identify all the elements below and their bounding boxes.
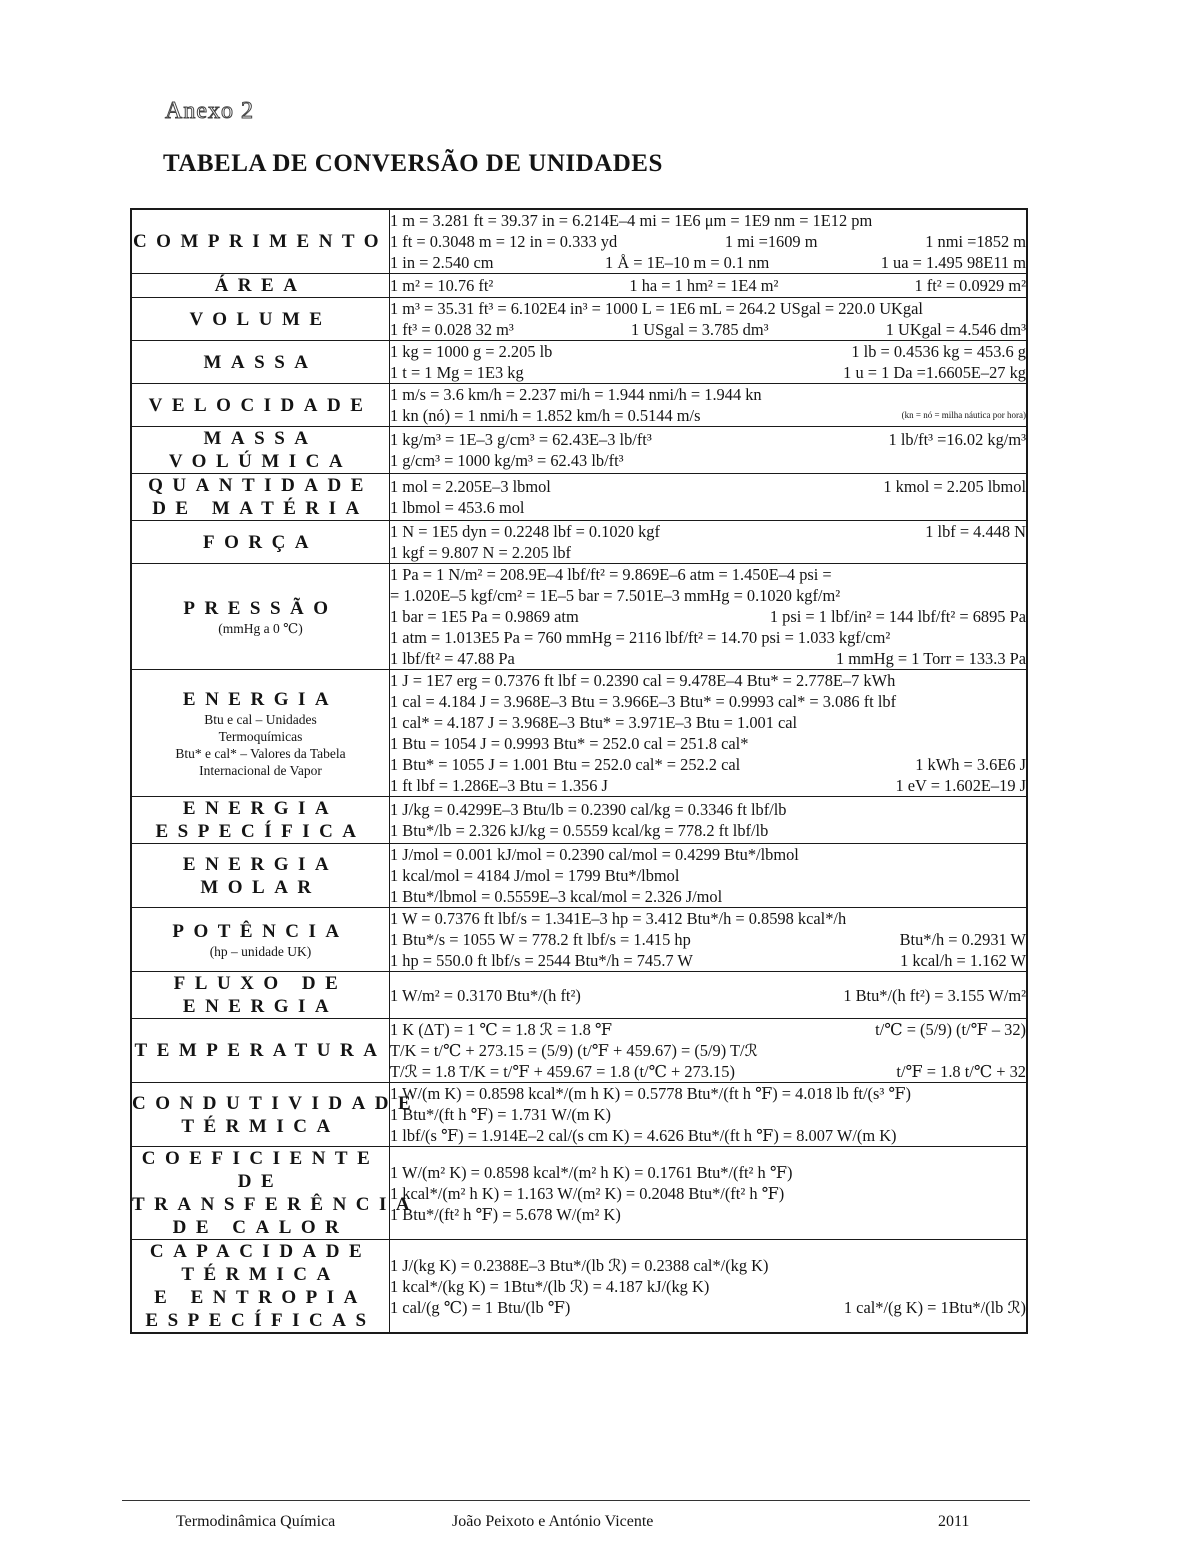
table-row xyxy=(131,797,1027,844)
quantity-label xyxy=(131,844,390,908)
conversion-text: 1 kcal*/(m² h K) = 1.163 W/(m² K) = 0.2048 Btu*/(ft² h ℉) xyxy=(390,1183,785,1203)
table-row xyxy=(131,1240,1027,1334)
conversion-text: 1 lbmol = 453.6 mol xyxy=(390,498,525,517)
quantity-label-line: DE CALOR xyxy=(172,1217,349,1238)
conversion-line xyxy=(390,1040,1026,1061)
conversion-line xyxy=(390,542,1026,563)
conversion-line xyxy=(390,341,1026,362)
quantity-label-line: E ENTROPIA xyxy=(154,1287,367,1308)
conversion-text: 1 K (ΔT) = 1 ℃ = 1.8 ℛ = 1.8 ℉ xyxy=(390,1020,613,1039)
conversion-line xyxy=(390,775,1026,796)
quantity-label xyxy=(131,797,390,844)
conversion-text: 1 cal/(g ℃) = 1 Btu/(lb ℉) xyxy=(390,1297,571,1317)
quantity-label-line: POTÊNCIA xyxy=(172,920,349,942)
conversion-text: 1 UKgal = 4.546 dm³ xyxy=(885,320,1026,339)
conversion-cell xyxy=(390,564,1028,670)
conversion-text: 1 ft² = 0.0929 m² xyxy=(914,276,1026,295)
quantity-label-line: PRESSÃO xyxy=(183,597,338,619)
footer-authors: João Peixoto e António Vicente xyxy=(452,1513,654,1530)
conversion-text: 1 kgf = 9.807 N = 2.205 lbf xyxy=(390,543,572,562)
conversion-text: 1 mol = 2.205E–3 lbmol xyxy=(390,477,551,496)
table-row xyxy=(131,521,1027,564)
quantity-note: Internacional de Vapor xyxy=(199,762,322,778)
conversion-text: (kn = nó = milha náutica por hora) xyxy=(901,410,1026,420)
conversion-text: 1 kcal/mol = 4184 J/mol = 1799 Btu*/lbmol xyxy=(390,866,680,885)
conversion-line xyxy=(390,1183,1026,1204)
conversion-text: 1 Å = 1E–10 m = 0.1 nm xyxy=(605,253,770,272)
quantity-label-line: MASSA xyxy=(203,351,318,373)
quantity-label xyxy=(131,209,390,274)
table-row xyxy=(131,384,1027,427)
conversion-text: 1 bar = 1E5 Pa = 0.9869 atm xyxy=(390,607,579,626)
conversion-line xyxy=(390,820,1026,841)
conversion-line xyxy=(390,754,1026,775)
conversion-cell xyxy=(390,972,1028,1019)
conversion-cell xyxy=(390,521,1028,564)
conversion-line xyxy=(390,429,1026,450)
quantity-label-line: DE MATÉRIA xyxy=(152,498,369,519)
conversion-line xyxy=(390,733,1026,754)
conversion-line xyxy=(390,210,1026,231)
conversion-line xyxy=(390,1255,1026,1276)
conversion-line xyxy=(390,950,1026,971)
quantity-label-line: FORÇA xyxy=(202,531,319,553)
conversion-line xyxy=(390,886,1026,907)
conversion-text: 1 kn (nó) = 1 nmi/h = 1.852 km/h = 0.5144 m/s xyxy=(390,406,701,425)
quantity-label-line: TÉRMICA xyxy=(181,1115,340,1137)
quantity-label xyxy=(131,384,390,427)
conversion-text: 1 USgal = 3.785 dm³ xyxy=(630,320,769,339)
conversion-cell xyxy=(390,908,1028,972)
quantity-label-line: MASSA VOLÚMICA xyxy=(168,428,353,472)
conversion-line xyxy=(390,275,1026,296)
conversion-line xyxy=(390,497,1026,518)
quantity-label-line: COMPRIMENTO xyxy=(132,231,389,252)
table-row xyxy=(131,274,1027,298)
conversion-line xyxy=(390,252,1026,273)
footer-divider xyxy=(122,1500,1030,1501)
conversion-text: 1 ft lbf = 1.286E–3 Btu = 1.356 J xyxy=(390,776,608,795)
table-row xyxy=(131,298,1027,341)
conversion-line xyxy=(390,521,1026,542)
quantity-label-line: QUANTIDADE xyxy=(148,475,373,496)
conversion-text: 1 t = 1 Mg = 1E3 kg xyxy=(390,363,524,382)
table-row xyxy=(131,209,1027,274)
conversion-line xyxy=(390,799,1026,820)
conversion-text: 1 Btu*/(ft h ℉) = 1.731 W/(m K) xyxy=(390,1105,611,1124)
conversion-text: 1 mi =1609 m xyxy=(724,232,818,251)
conversion-line xyxy=(390,648,1026,669)
conversion-text: 1 Btu*/s = 1055 W = 778.2 ft lbf/s = 1.415 hp xyxy=(390,930,691,949)
quantity-label xyxy=(131,564,390,670)
quantity-label-line: ENERGIA MOLAR xyxy=(182,853,339,898)
quantity-label xyxy=(131,670,390,797)
conversion-cell xyxy=(390,474,1028,521)
conversion-text: 1 W/(m² K) = 0.8598 kcal*/(m² h K) = 0.1761 Btu*/(ft² h ℉) xyxy=(390,1162,793,1182)
quantity-label xyxy=(131,1240,390,1334)
quantity-label-line: ESPECÍFICAS xyxy=(145,1310,376,1331)
conversion-line xyxy=(390,1204,1026,1225)
conversion-cell xyxy=(390,298,1028,341)
conversion-line xyxy=(390,929,1026,950)
quantity-label xyxy=(131,972,390,1019)
conversion-text: 1 N = 1E5 dyn = 0.2248 lbf = 0.1020 kgf xyxy=(390,522,660,541)
conversion-text: 1 in = 2.540 cm xyxy=(390,253,494,272)
conversion-text: 1 J/mol = 0.001 kJ/mol = 0.2390 cal/mol = 0.4299 Btu*/lbmol xyxy=(390,845,799,864)
table-row xyxy=(131,1083,1027,1147)
quantity-label-line: VOLUME xyxy=(189,308,332,330)
conversion-line xyxy=(390,908,1026,929)
conversion-line xyxy=(390,865,1026,886)
table-row xyxy=(131,972,1027,1019)
conversion-text: 1 cal* = 4.187 J = 3.968E–3 Btu* = 3.971E–3 Btu = 1.001 cal xyxy=(390,713,798,732)
conversion-line xyxy=(390,627,1026,648)
conversion-cell xyxy=(390,797,1028,844)
conversion-line xyxy=(390,362,1026,383)
table-row xyxy=(131,564,1027,670)
conversion-text: 1 J = 1E7 erg = 0.7376 ft lbf = 0.2390 cal = 9.478E–4 Btu* = 2.778E–7 kWh xyxy=(390,671,896,690)
conversion-text: 1 lb/ft³ =16.02 kg/m³ xyxy=(888,430,1026,449)
conversion-text: 1 m = 3.281 ft = 39.37 in = 6.214E–4 mi = 1E6 μm = 1E9 nm = 1E12 pm xyxy=(390,211,873,230)
quantity-label xyxy=(131,521,390,564)
footer-year: 2011 xyxy=(938,1513,970,1530)
conversion-cell xyxy=(390,1083,1028,1147)
conversion-text: 1 mmHg = 1 Torr = 133.3 Pa xyxy=(835,649,1026,668)
conversion-cell xyxy=(390,341,1028,384)
conversion-text: 1 kg/m³ = 1E–3 g/cm³ = 62.43E–3 lb/ft³ xyxy=(390,430,652,449)
conversion-line xyxy=(390,1083,1026,1104)
conversion-text: 1 J/(kg K) = 0.2388E–3 Btu*/(lb ℛ) = 0.2388 cal*/(kg K) xyxy=(390,1255,769,1275)
conversion-text: 1 psi = 1 lbf/in² = 144 lbf/ft² = 6895 Pa xyxy=(769,607,1026,626)
quantity-label xyxy=(131,1019,390,1083)
conversion-text: t/℃ = (5/9) (t/℉ – 32) xyxy=(875,1020,1026,1039)
quantity-label-line: CONDUTIVIDADE xyxy=(132,1092,421,1114)
conversion-line xyxy=(390,1162,1026,1183)
conversion-line xyxy=(390,405,1026,426)
conversion-text: 1 lb = 0.4536 kg = 453.6 g xyxy=(851,342,1026,361)
quantity-label xyxy=(131,908,390,972)
footer-course: Termodinâmica Química xyxy=(176,1513,336,1530)
conversion-text: 1 W/m² = 0.3170 Btu*/(h ft²) xyxy=(390,985,581,1005)
conversion-line xyxy=(390,1125,1026,1146)
conversion-line xyxy=(390,564,1026,585)
conversion-table xyxy=(130,208,1028,1334)
conversion-text: 1 W = 0.7376 ft lbf/s = 1.341E–3 hp = 3.412 Btu*/h = 0.8598 kcal*/h xyxy=(390,909,847,928)
page-title: TABELA DE CONVERSÃO DE UNIDADES xyxy=(163,150,663,177)
conversion-text: 1 hp = 550.0 ft lbf/s = 2544 Btu*/h = 745.7 W xyxy=(390,951,693,970)
conversion-line xyxy=(390,1019,1026,1040)
conversion-text: 1 cal = 4.184 J = 3.968E–3 Btu = 3.966E–3 Btu* = 0.9993 cal* = 3.086 ft lbf xyxy=(390,692,897,711)
quantity-note: Termoquímicas xyxy=(218,728,303,744)
quantity-label xyxy=(131,427,390,474)
conversion-cell xyxy=(390,274,1028,298)
conversion-text: 1 lbf/ft² = 47.88 Pa xyxy=(390,649,515,668)
conversion-text: 1 ua = 1.495 98E11 m xyxy=(880,253,1026,272)
conversion-cell xyxy=(390,1240,1028,1334)
conversion-text: 1 W/(m K) = 0.8598 kcal*/(m h K) = 0.5778 Btu*/(ft h ℉) = 4.018 lb ft/(s³ ℉) xyxy=(390,1084,912,1103)
conversion-text: 1 m/s = 3.6 km/h = 2.237 mi/h = 1.944 nmi/h = 1.944 kn xyxy=(390,385,762,404)
conversion-line xyxy=(390,1104,1026,1125)
conversion-line xyxy=(390,476,1026,497)
conversion-text: 1 kcal*/(kg K) = 1Btu*/(lb ℛ) = 4.187 kJ/(kg K) xyxy=(390,1276,710,1296)
conversion-text: 1 kWh = 3.6E6 J xyxy=(915,755,1026,774)
conversion-text: = 1.020E–5 kgf/cm² = 1E–5 bar = 7.501E–3 mmHg = 0.1020 kgf/m² xyxy=(390,586,841,605)
conversion-line xyxy=(390,844,1026,865)
conversion-text: t/℉ = 1.8 t/℃ + 32 xyxy=(896,1062,1026,1081)
conversion-text: 1 kcal/h = 1.162 W xyxy=(900,951,1026,970)
table-row xyxy=(131,1019,1027,1083)
conversion-text: 1 ft³ = 0.028 32 m³ xyxy=(390,320,514,339)
conversion-text: 1 nmi =1852 m xyxy=(925,232,1026,251)
conversion-text: 1 g/cm³ = 1000 kg/m³ = 62.43 lb/ft³ xyxy=(390,451,624,470)
table-row xyxy=(131,427,1027,474)
conversion-text: 1 lbf = 4.448 N xyxy=(925,522,1026,541)
quantity-label-line: FLUXO DE ENERGIA xyxy=(173,973,348,1017)
quantity-label xyxy=(131,274,390,298)
conversion-text: Btu*/h = 0.2931 W xyxy=(899,930,1026,949)
quantity-label-line: COEFICIENTE xyxy=(141,1148,380,1169)
conversion-text: 1 J/kg = 0.4299E–3 Btu/lb = 0.2390 cal/kg = 0.3346 ft lbf/lb xyxy=(390,800,787,819)
conversion-line xyxy=(390,1061,1026,1082)
conversion-text: 1 Btu* = 1055 J = 1.001 Btu = 252.0 cal* = 252.2 cal xyxy=(390,755,741,774)
conversion-text: 1 Btu*/lbmol = 0.5559E–3 kcal/mol = 2.326 J/mol xyxy=(390,887,723,906)
quantity-label xyxy=(131,341,390,384)
quantity-label xyxy=(131,1147,420,1240)
annex-label: Anexo 2 xyxy=(165,98,254,124)
conversion-line xyxy=(390,1276,1026,1297)
conversion-cell xyxy=(390,209,1028,274)
conversion-line xyxy=(390,606,1026,627)
table-row xyxy=(131,341,1027,384)
quantity-label-line: ENERGIA xyxy=(182,688,339,710)
quantity-note: (mmHg a 0 ℃) xyxy=(218,620,303,636)
conversion-line xyxy=(390,691,1026,712)
conversion-text: 1 kmol = 2.205 lbmol xyxy=(883,477,1026,496)
conversion-text: 1 Pa = 1 N/m² = 208.9E–4 lbf/ft² = 9.869E–6 atm = 1.450E–4 psi = xyxy=(390,565,832,584)
quantity-label-line: CAPACIDADE TÉRMICA xyxy=(149,1241,372,1285)
conversion-cell xyxy=(390,844,1028,908)
table-row xyxy=(131,908,1027,972)
conversion-text: 1 kg = 1000 g = 2.205 lb xyxy=(390,342,553,361)
quantity-label xyxy=(131,298,390,341)
conversion-text: 1 ha = 1 hm² = 1E4 m² xyxy=(629,276,779,295)
conversion-line xyxy=(390,985,1026,1006)
conversion-text: T/K = t/℃ + 273.15 = (5/9) (t/℉ + 459.67) = (5/9) T/ℛ xyxy=(390,1041,758,1060)
conversion-text: 1 cal*/(g K) = 1Btu*/(lb ℛ) xyxy=(843,1297,1026,1317)
conversion-line xyxy=(390,231,1026,252)
table-row xyxy=(131,1147,1027,1240)
conversion-text: T/ℛ = 1.8 T/K = t/℉ + 459.67 = 1.8 (t/℃ + 273.15) xyxy=(390,1062,735,1081)
conversion-line xyxy=(390,298,1026,319)
conversion-cell xyxy=(390,427,1028,474)
conversion-text: 1 Btu*/lb = 2.326 kJ/kg = 0.5559 kcal/kg = 778.2 ft lbf/lb xyxy=(390,821,769,840)
conversion-line xyxy=(390,585,1026,606)
quantity-note: Btu e cal – Unidades xyxy=(204,711,317,727)
table-row xyxy=(131,844,1027,908)
quantity-label xyxy=(131,474,390,521)
conversion-line xyxy=(390,670,1026,691)
conversion-text: 1 ft = 0.3048 m = 12 in = 0.333 yd xyxy=(390,232,618,251)
conversion-line xyxy=(390,712,1026,733)
conversion-line xyxy=(390,450,1026,471)
conversion-text: 1 m³ = 35.31 ft³ = 6.102E4 in³ = 1000 L = 1E6 mL = 264.2 USgal = 220.0 UKgal xyxy=(390,299,923,318)
quantity-note: (hp – unidade UK) xyxy=(209,943,312,959)
quantity-label-line: VELOCIDADE xyxy=(148,394,373,416)
quantity-label-line: TEMPERATURA xyxy=(134,1040,387,1061)
conversion-text: 1 Btu = 1054 J = 0.9993 Btu* = 252.0 cal = 251.8 cal* xyxy=(390,734,749,753)
conversion-text: 1 lbf/(s ℉) = 1.914E–2 cal/(s cm K) = 4.626 Btu*/(ft h ℉) = 8.007 W/(m K) xyxy=(390,1126,897,1145)
table-row xyxy=(131,670,1027,797)
conversion-cell xyxy=(390,384,1028,427)
conversion-cell xyxy=(390,1147,1028,1240)
conversion-text: 1 m² = 10.76 ft² xyxy=(390,276,494,295)
quantity-note: Btu* e cal* – Valores da Tabela xyxy=(175,745,346,761)
conversion-text: 1 eV = 1.602E–19 J xyxy=(895,776,1026,795)
quantity-label xyxy=(131,1083,421,1147)
conversion-text: 1 atm = 1.013E5 Pa = 760 mmHg = 2116 lbf/ft² = 14.70 psi = 1.033 kgf/cm² xyxy=(390,628,891,647)
conversion-text: 1 Btu*/(ft² h ℉) = 5.678 W/(m² K) xyxy=(390,1204,621,1224)
quantity-label-line: ENERGIA ESPECÍFICA xyxy=(155,798,366,842)
conversion-text: 1 u = 1 Da =1.6605E–27 kg xyxy=(843,363,1026,382)
quantity-label-line: DE TRANSFERÊNCIA xyxy=(132,1171,420,1215)
conversion-cell xyxy=(390,670,1028,797)
conversion-line xyxy=(390,1297,1026,1318)
conversion-line xyxy=(390,384,1026,405)
conversion-cell xyxy=(390,1019,1028,1083)
conversion-line xyxy=(390,319,1026,340)
conversion-text: 1 Btu*/(h ft²) = 3.155 W/m² xyxy=(843,985,1026,1005)
table-row xyxy=(131,474,1027,521)
quantity-label-line: ÁREA xyxy=(214,275,307,296)
